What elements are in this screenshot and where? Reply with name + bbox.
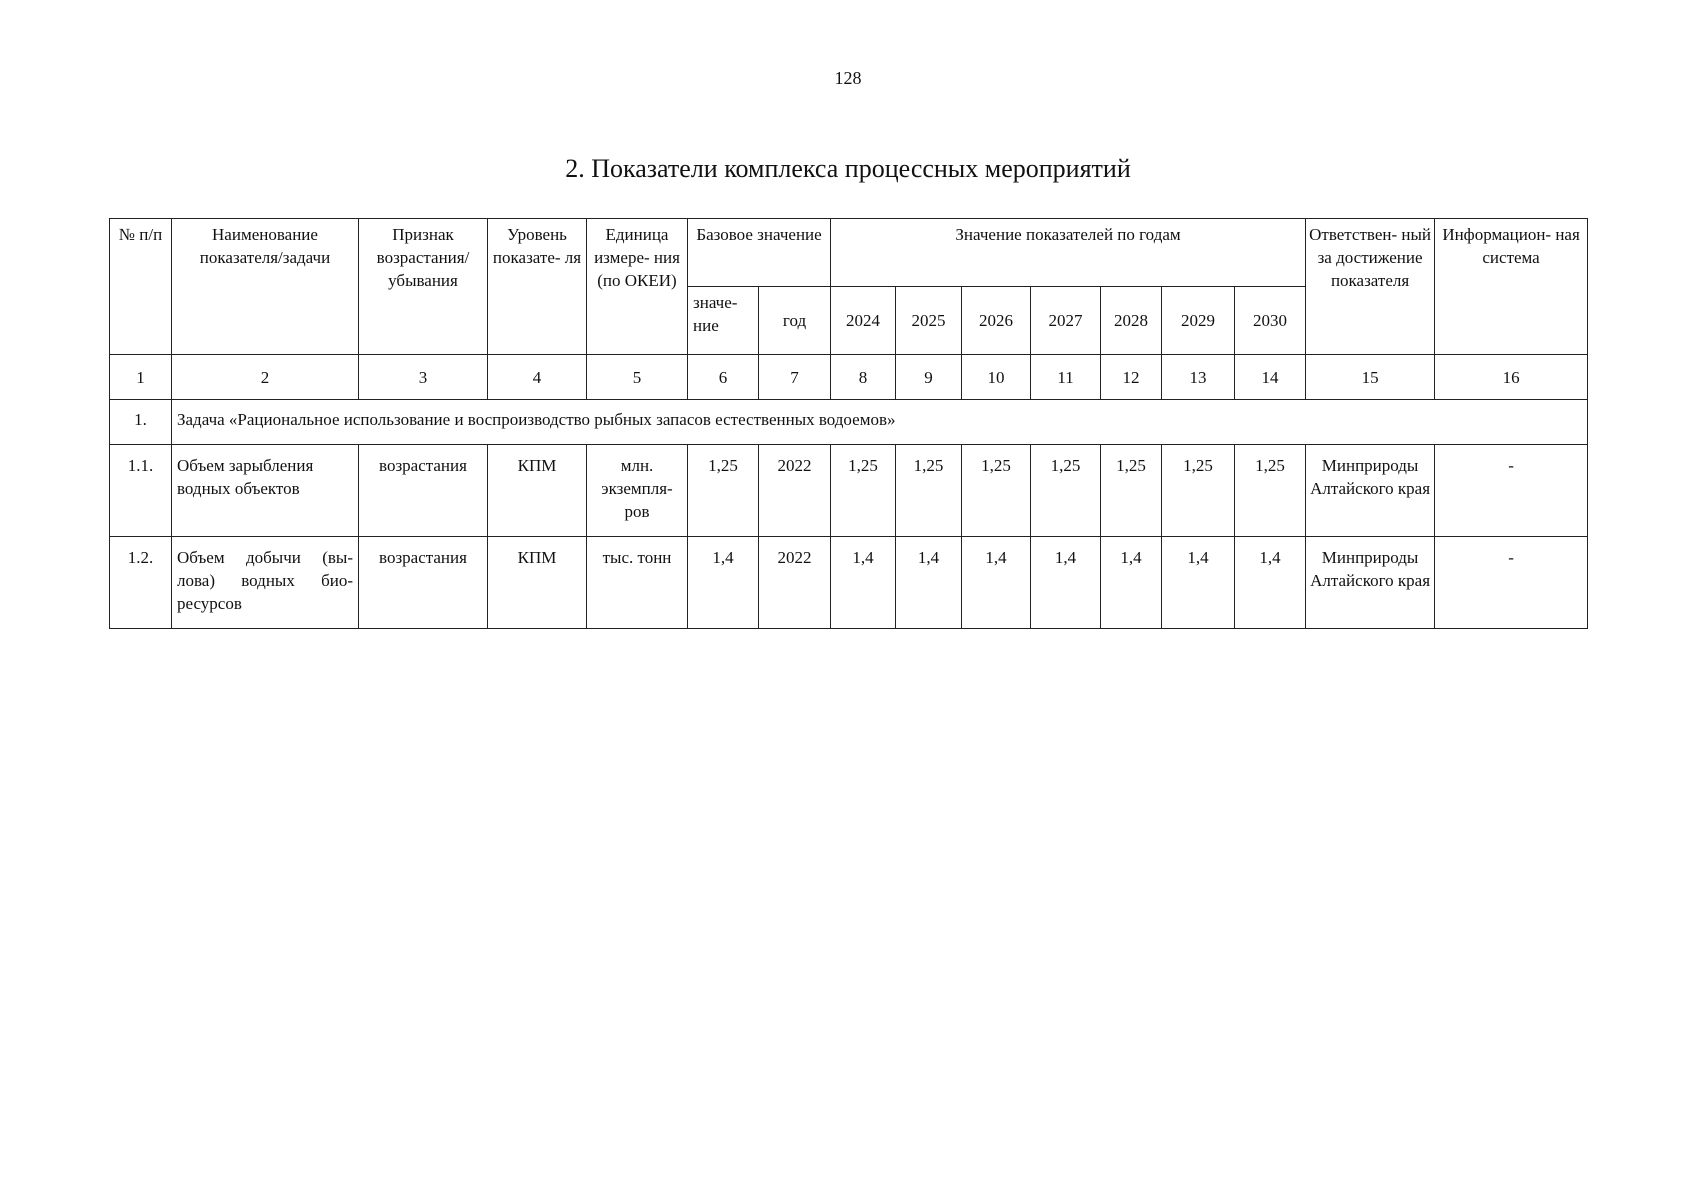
- column-number: 2: [172, 355, 359, 400]
- row-base-value: 1,25: [688, 445, 759, 537]
- row-year-value: 1,25: [1031, 445, 1101, 537]
- row-name: Объем добычи (вы- лова) водных био- ресурсов: [172, 537, 359, 629]
- header-responsible: Ответствен- ный за достижение показателя: [1306, 219, 1435, 355]
- header-base: Базовое значение: [688, 219, 831, 287]
- row-num: 1.2.: [110, 537, 172, 629]
- column-number: 4: [488, 355, 587, 400]
- column-number: 14: [1235, 355, 1306, 400]
- row-info-system: -: [1435, 537, 1588, 629]
- header-level: Уровень показате- ля: [488, 219, 587, 355]
- row-year-value: 1,4: [1162, 537, 1235, 629]
- row-unit: млн. экземпля- ров: [587, 445, 688, 537]
- task-num: 1.: [110, 400, 172, 445]
- column-number: 15: [1306, 355, 1435, 400]
- header-year: 2025: [896, 287, 962, 355]
- document-title: 2. Показатели комплекса процессных мероприятий: [565, 154, 1131, 183]
- row-responsible: Минприроды Алтайского края: [1306, 537, 1435, 629]
- table-row: [110, 445, 1588, 537]
- column-number: 11: [1031, 355, 1101, 400]
- task-text: Задача «Рациональное использование и воспроизводство рыбных запасов естественных водоемов»: [172, 400, 1588, 445]
- row-year-value: 1,4: [831, 537, 896, 629]
- column-number-row: [110, 355, 1588, 400]
- row-year-value: 1,4: [1235, 537, 1306, 629]
- header-base-year: год: [759, 287, 831, 355]
- header-year: 2030: [1235, 287, 1306, 355]
- row-year-value: 1,4: [896, 537, 962, 629]
- header-year: 2027: [1031, 287, 1101, 355]
- column-number: 8: [831, 355, 896, 400]
- row-name: Объем зарыбления водных объектов: [172, 445, 359, 537]
- column-number: 13: [1162, 355, 1235, 400]
- header-row-top: [110, 219, 1588, 287]
- header-values-by-year: Значение показателей по годам: [831, 219, 1306, 287]
- header-num: № п/п: [110, 219, 172, 355]
- header-year: 2026: [962, 287, 1031, 355]
- page-number: 128: [834, 68, 862, 88]
- row-sign: возрастания: [359, 445, 488, 537]
- row-year-value: 1,25: [1101, 445, 1162, 537]
- column-number: 10: [962, 355, 1031, 400]
- row-year-value: 1,25: [896, 445, 962, 537]
- column-number: 3: [359, 355, 488, 400]
- row-unit: тыс. тонн: [587, 537, 688, 629]
- header-year: 2028: [1101, 287, 1162, 355]
- header-year: 2024: [831, 287, 896, 355]
- column-number: 16: [1435, 355, 1588, 400]
- header-sign: Признак возрастания/ убывания: [359, 219, 488, 355]
- table-row: [110, 537, 1588, 629]
- row-base-year: 2022: [759, 445, 831, 537]
- column-number: 9: [896, 355, 962, 400]
- row-sign: возрастания: [359, 537, 488, 629]
- column-number: 5: [587, 355, 688, 400]
- row-level: КПМ: [488, 537, 587, 629]
- row-num: 1.1.: [110, 445, 172, 537]
- row-base-year: 2022: [759, 537, 831, 629]
- row-year-value: 1,25: [962, 445, 1031, 537]
- indicators-table: [109, 218, 1588, 629]
- header-info-system: Информацион- ная система: [1435, 219, 1588, 355]
- row-year-value: 1,4: [1101, 537, 1162, 629]
- row-year-value: 1,4: [1031, 537, 1101, 629]
- row-year-value: 1,4: [962, 537, 1031, 629]
- indicators-table-container: [109, 218, 1587, 629]
- row-base-value: 1,4: [688, 537, 759, 629]
- row-responsible: Минприроды Алтайского края: [1306, 445, 1435, 537]
- column-number: 7: [759, 355, 831, 400]
- task-row: [110, 400, 1588, 445]
- column-number: 12: [1101, 355, 1162, 400]
- column-number: 6: [688, 355, 759, 400]
- row-year-value: 1,25: [831, 445, 896, 537]
- row-level: КПМ: [488, 445, 587, 537]
- row-info-system: -: [1435, 445, 1588, 537]
- header-name: Наименование показателя/задачи: [172, 219, 359, 355]
- column-number: 1: [110, 355, 172, 400]
- header-unit: Единица измере- ния (по ОКЕИ): [587, 219, 688, 355]
- row-year-value: 1,25: [1235, 445, 1306, 537]
- header-year: 2029: [1162, 287, 1235, 355]
- row-year-value: 1,25: [1162, 445, 1235, 537]
- header-base-value: значе- ние: [688, 287, 759, 355]
